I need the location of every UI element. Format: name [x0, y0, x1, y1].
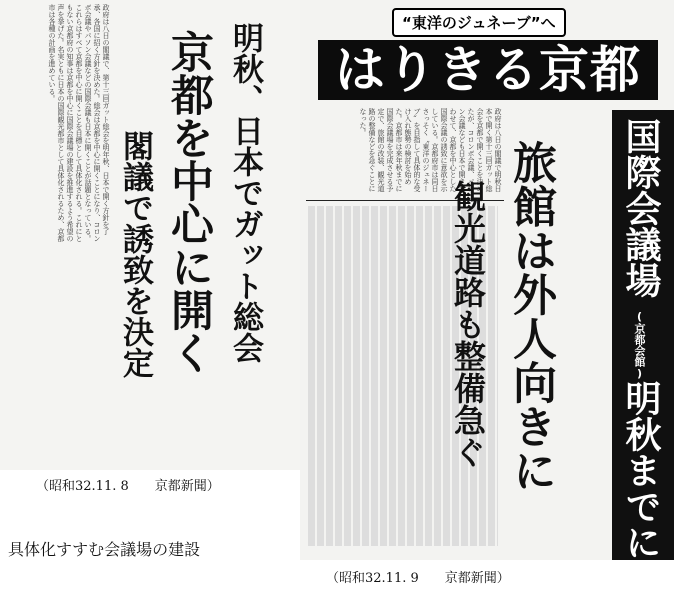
box-note: (京都会館): [633, 310, 646, 380]
right-masthead: はりきる京都: [318, 40, 658, 100]
bottom-caption: 具体化すすむ会議場の建設: [8, 540, 201, 559]
left-caption: （昭和32.11. 8 京都新聞）: [36, 479, 220, 494]
left-body-text: 政府は八日の閣議で、第十三回ガット総会を明年秋、日本で開く方針を了承、各国に招く方針を決めた。総会は京都を中心に開くことになり、コロンボ会議やパソン会議などの国際会議も日本に開くことが話題となっている。これらはすべて京都を中心に開くことを目標として具体化される。これにともない京都府の知事は京都を中心に国際会議場の建設を推進するよう希望の声を挙げた。名実ともに日本の国際観光都市として具体化されるため、京都市は各種の計画を進めている。: [48, 4, 110, 242]
left-newspaper-clipping: [0, 0, 308, 470]
left-headline-sub: 閣議で誘致を決定: [117, 130, 153, 378]
box-tail: 明秋までに: [620, 380, 661, 560]
right-headline-sub: 観光道路も整備急ぐ: [449, 180, 487, 468]
right-kicker: “東洋のジュネーブ”へ: [392, 8, 566, 37]
right-newspaper-clipping: [300, 0, 674, 560]
box-title: 国際会議場: [620, 118, 661, 298]
left-headline-large: 京都を中心に開く: [164, 30, 214, 374]
right-caption: （昭和32.11. 9 京都新聞）: [326, 571, 510, 586]
left-headline-small: 明秋、日本でガット総会: [227, 22, 263, 363]
right-feature-box: [612, 110, 674, 560]
right-body-text: 政府は八日の閣議で明秋日本で開く第十三回ガット総会を京都で開くことを決めたが、コロンボ会議、パソン会議なども日本で開き合わせて、京都を中心とした国際会議の誘致に意欲を示している。京都府市は同日さっそく〝東洋のジュネーブ〟を目指して具体的な受け入れ態勢の検討を始めた。京都市は来年秋までに国際会議場を完成させる予定で、旅館の改装、観光道路の整備などを急ぐことになった。: [359, 108, 502, 192]
right-headline-large: 旅館は外人向きに: [505, 140, 556, 492]
